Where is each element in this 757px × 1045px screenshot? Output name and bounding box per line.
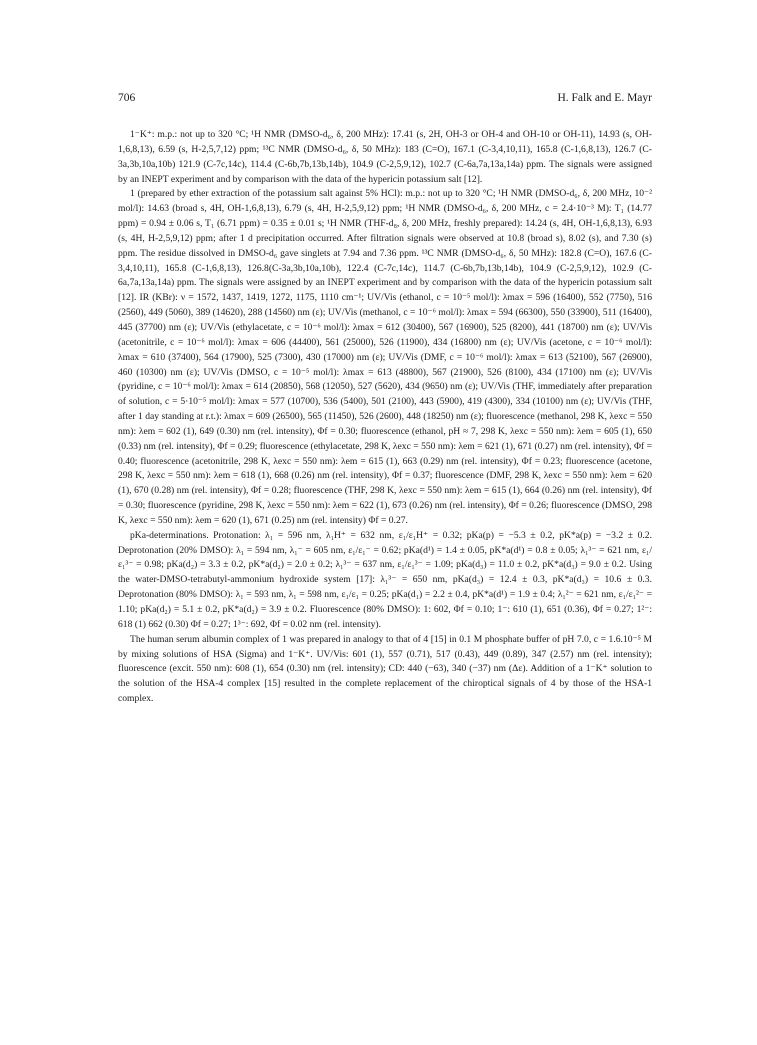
paragraph-pka-determinations: pKa-determinations. Protonation: λ₁ = 596 nm, λ₁H⁺ = 632 nm, ε₁/ε₁H⁺ = 0.32; pKa(p) = −5.3 ± 0.2, pK*a(p) = −3.2 ± 0.2. Deprotonation (20% DMSO): λ₁ = 594 nm, λ₁⁻ = 605 nm, ε₁/ε₁⁻ = 0.62; pKa(d¹) = 1.4 ± 0.05, pK*a(d¹) = 0.8 ± 0.05; λ₁³⁻ = 621 nm, ε₁/ε₁³⁻ = 0.98; pKa(d₂) = 3.3 ± 0.2, pK*a(d₂) = 2.0 ± 0.2; λ₁³⁻ = 637 nm, ε₁/ε₁³⁻ = 1.09; pKa(d₃) = 11.0 ± 0.2, pK*a(d₃) = 9.0 ± 0.2. Using the water-DMSO-tetrabutyl-ammonium hydroxide system [17]: λ₁³⁻ = 650 nm, pKa(d₃) = 12.4 ± 0.3, pK*a(d₃) = 10.6 ± 0.3. Deprotonation (80% DMSO): λ₁ = 593 nm, λ₁ = 598 nm, ε₁/ε₁ = 0.25; pKa(d₁) = 2.2 ± 0.4, pK*a(d¹) = 1.9 ± 0.4; λ₁²⁻ = 621 nm, ε₁/ε₁²⁻ = 1.10; pKa(d₂) = 5.1 ± 0.2, pK*a(d₂) = 3.9 ± 0.2. Fluorescence (80% DMSO): 1: 602, Φf = 0.10; 1⁻: 610 (1), 651 (0.36), Φf = 0.27; 1²⁻: 618 (1) 662 (0.30) Φf = 0.27; 1³⁻: 692, Φf = 0.02 nm (rel. intensity).	[118, 529, 652, 630]
paragraph-compound-1-data: 1 (prepared by ether extraction of the potassium salt against 5% HCl): m.p.: not up to 320 °C; ¹H NMR (DMSO-d₆, δ, 200 MHz, 10⁻² mol/l): 14.63 (broad s, 4H, OH-1,6,8,13), 6.79 (s, 4H, H-2,5,9,12) ppm; ¹H NMR (DMSO-d₆, δ, 200 MHz, c = 2.4·10⁻³ M): T₁ (14.77 ppm) = 0.94 ± 0.06 s, T₁ (6.71 ppm) = 0.35 ± 0.01 s; ¹H NMR (THF-d₈, δ, 200 MHz, freshly prepared): 14.24 (s, 4H, OH-1,6,8,13), 6.93 (s, 4H, H-2,5,9,12) ppm; after 1 d precipitation occurred. After filtration signals were observed at 10.8 (broad s), 8.02 (s), and 7.30 (s) ppm. The residue dissolved in DMSO-d₆ gave singlets at 7.94 and 7.36 ppm. ¹³C NMR (DMSO-d₆, δ, 50 MHz): 182.8 (C=O), 167.6 (C-3,4,10,11), 165.8 (C-1,6,8,13), 126.8(C-3a,3b,10a,10b), 122.4 (C-7c,14c), 114.7 (C-6b,7b,13b,14b), 104.9 (C-2,5,9,12), 102.9 (C-6a,7a,13a,14a) ppm. The signals were assigned by an INEPT experiment and by comparison with the data of the hypericin potassium salt [12]. IR (KBr): ν = 1572, 1437, 1419, 1272, 1175, 1110 cm⁻¹; UV/Vis (ethanol, c = 10⁻⁵ mol/l): λmax = 596 (16400), 552 (7750), 516 (2560), 449 (5060), 389 (14620), 288 (14560) nm (ε); UV/Vis (methanol, c = 10⁻⁶ mol/l): λmax = 594 (66300), 550 (33900), 511 (16400), 445 (37700) nm (ε); UV/Vis (ethylacetate, c = 10⁻⁶ mol/l): λmax = 612 (30400), 567 (16900), 525 (8200), 441 (18700) nm (ε); UV/Vis (acetonitrile, c = 10⁻⁶ mol/l): λmax = 606 (44400), 561 (25000), 526 (11900), 434 (16800) nm (ε); UV/Vis (acetone, c = 10⁻⁶ mol/l): λmax = 610 (37400), 564 (17900), 525 (7300), 430 (17000) nm (ε); UV/Vis (DMF, c = 10⁻⁶ mol/l): λmax = 613 (52100), 567 (26900), 460 (10300) nm (ε); UV/Vis (DMSO, c = 10⁻⁵ mol/l): λmax = 613 (48800), 567 (21900), 526 (8100), 434 (17100) nm (ε); UV/Vis (pyridine, c = 10⁻⁶ mol/l): λmax = 614 (20850), 568 (12050), 527 (5620), 434 (9650) nm (ε); UV/Vis (THF, immediately after preparation of solution, c = 5·10⁻⁵ mol/l): λmax = 577 (10700), 536 (5400), 501 (2100), 443 (5900), 419 (4300), 334 (10100) nm (ε); UV/Vis (THF, after 1 day standing at r.t.): λmax = 609 (26500), 565 (11450), 526 (2600), 448 (18250) nm (ε); fluorescence (methanol, 298 K, λexc = 550 nm): λem = 602 (1), 649 (0.30) nm (rel. intensity), Φf = 0.30; fluorescence (ethanol, pH ≈ 7, 298 K, λexc = 550 nm): λem = 605 (1), 650 (0.33) nm (rel. intensity), Φf = 0.29; fluorescence (ethylacetate, 298 K, λexc = 550 nm): λem = 621 (1), 671 (0.27) nm (rel. intensity), Φf = 0.40; fluorescence (acetonitrile, 298 K, λexc = 550 nm): λem = 615 (1), 663 (0.29) nm (rel. intensity), Φf = 0.23; fluorescence (acetone, 298 K, λexc = 550 nm): λem = 618 (1), 668 (0.26) nm (rel. intensity), Φf = 0.37; fluorescence (DMF, 298 K, λexc = 550 nm): λem = 620 (1), 670 (0.28) nm (rel. intensity), Φf = 0.28; fluorescence (THF, 298 K, λexc = 550 nm): λem = 615 (1), 664 (0.26) nm (rel. intensity), Φf = 0.30; fluorescence (pyridine, 298 K, λexc = 550 nm): λem = 622 (1), 673 (0.26) nm (rel. intensity), Φf = 0.26; fluorescence (DMSO, 298 K, λexc = 550 nm): λem = 620 (1), 671 (0.25) nm (rel. intensity) Φf = 0.27.	[118, 188, 652, 526]
running-head-authors: H. Falk and E. Mayr	[557, 92, 652, 104]
page-header	[118, 92, 652, 110]
body-text	[118, 128, 652, 707]
page-number: 706	[118, 92, 136, 104]
paragraph-potassium-salt-data: 1⁻K⁺: m.p.: not up to 320 °C; ¹H NMR (DMSO-d₆, δ, 200 MHz): 17.41 (s, 2H, OH-3 or OH-4 and OH-10 or OH-11), 14.93 (s, OH-1,6,8,13), 6.59 (s, H-2,5,7,12) ppm; ¹³C NMR (DMSO-d₆, δ, 50 MHz): 183 (C=O), 167.1 (C-3,4,10,11), 165.8 (C-1,6,8,13), 126.7 (C-3a,3b,10a,10b) 121.9 (C-7c,14c), 114.4 (C-6b,7b,13b,14b), 104.9 (C-2,5,9,12), 102.7 (C-6a,7a,13a,14a) ppm. The signals were assigned by an INEPT experiment and by comparison with the data of the hypericin potassium salt [12].	[118, 129, 652, 185]
paragraph-hsa-complex: The human serum albumin complex of 1 was prepared in analogy to that of 4 [15] in 0.1 M phosphate buffer of pH 7.0, c = 1.6.10⁻⁵ M by mixing solutions of HSA (Sigma) and 1⁻K⁺. UV/Vis: 601 (1), 557 (0.71), 517 (0.43), 449 (0.89), 347 (2.57) nm (rel. intensity); fluorescence (excit. 550 nm): 608 (1), 654 (0.30) nm (rel. intensity); CD: 440 (−63), 340 (−37) nm (Δε). Addition of a 1⁻K⁺ solution to the solution of the HSA-4 complex [15] resulted in the complete replacement of the chiroptical signals of 4 by those of the HSA-1 complex.	[118, 633, 652, 705]
